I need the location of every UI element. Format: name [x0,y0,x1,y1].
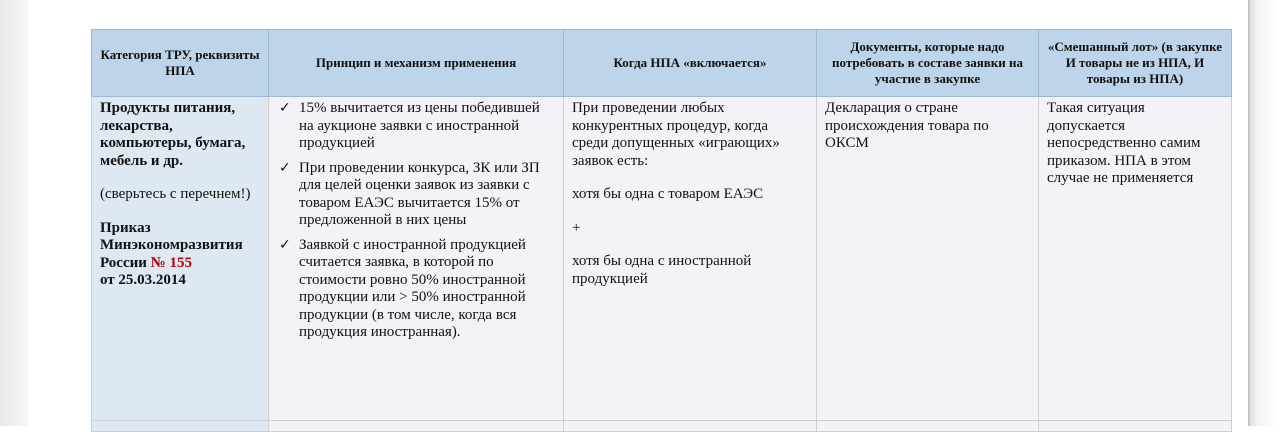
header-mixed-lot: «Смешанный лот» (в закупке И товары не из НПА, И товары из НПА) [1039,30,1232,97]
list-item: ✓ Заявкой с иностранной продукцией считается заявка, в которой по стоимости ровно 50% иностранной продукции или > 50% иностранной продукции (в том числе, когда вся продукция иностранная). [279,236,526,340]
cell-documents: Декларация о стране происхождения товара по ОКСМ [817,97,1039,421]
cell-when [564,97,817,421]
header-documents: Документы, которые надо потребовать в составе заявки на участие в закупке [817,30,1039,97]
header-row [92,30,1232,97]
header-category: Категория ТРУ, реквизиты НПА [92,30,269,97]
when-plus: + [572,219,581,236]
table-row-next [92,421,1232,432]
cell-principle [269,97,564,421]
when-condition-foreign: хотя бы одна с иностранной продукцией [572,253,752,287]
list-item: ✓ При проведении конкурса, ЗК или ЗП для целей оценки заявок из заявки с товаром ЕАЭС вычитается 15% от предложенной в них цены [279,159,540,228]
category-note: (сверьтесь с перечнем!) [100,186,251,202]
when-condition-eaes: хотя бы одна с товаром ЕАЭС [572,186,764,202]
order-reference [100,220,262,290]
category-goods: Продукты питания, лекарства, компьютеры, бумага, мебель и др. [100,100,246,169]
when-intro: При проведении любых конкурентных процедур, когда среди допущенных «играющих» заявок есть: [572,100,780,169]
page-edge-shadow [1248,0,1280,426]
list-item: ✓ 15% вычитается из цены победившей на аукционе заявки с иностранной продукцией [279,100,540,151]
order-date: от 25.03.2014 [100,272,186,288]
order-number: № 155 [150,254,192,271]
check-icon: ✓ [279,100,291,116]
npa-table [91,29,1232,432]
check-icon: ✓ [279,159,291,176]
page-left-margin [0,0,28,426]
header-principle: Принцип и механизм применения [269,30,564,97]
order-prefix: Приказ Минэкономразвития России [100,219,243,271]
cell-category [92,97,269,421]
cell-mixed-lot: Такая ситуация допускается непосредственно самим приказом. НПА в этом случае не применяется [1039,97,1232,421]
header-when: Когда НПА «включается» [564,30,817,97]
check-icon: ✓ [279,236,291,253]
principle-list [277,100,555,342]
table-row [92,97,1232,421]
